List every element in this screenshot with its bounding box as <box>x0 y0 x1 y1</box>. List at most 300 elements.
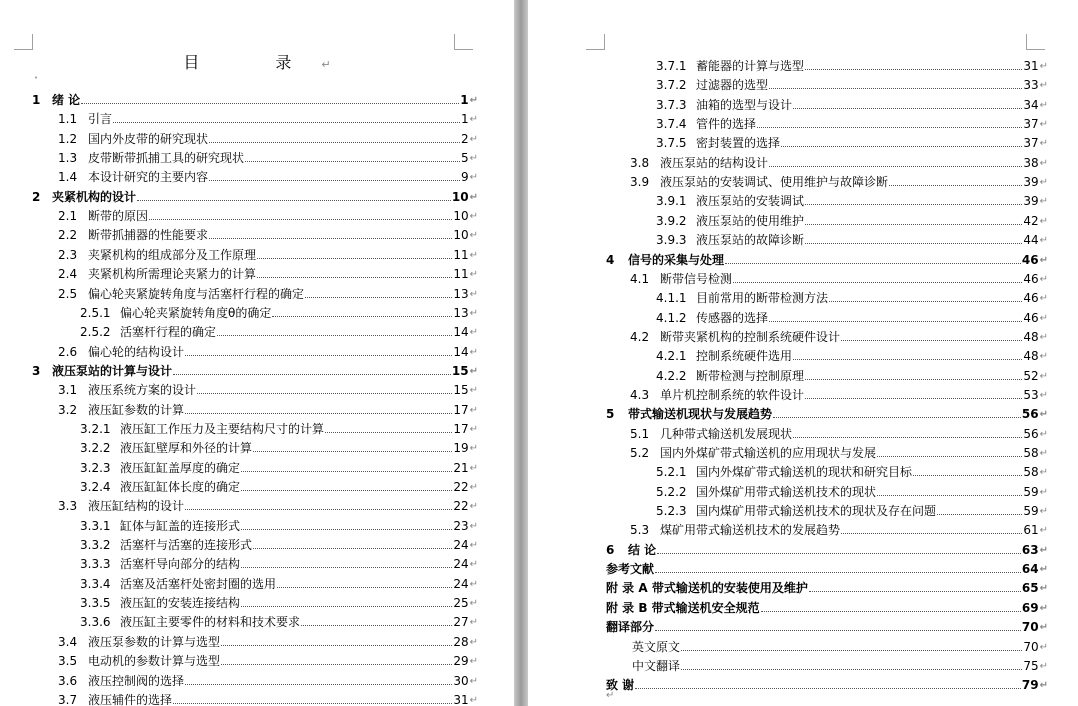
toc-entry-page: 79 <box>1021 678 1039 693</box>
paragraph-mark-icon: ↵ <box>1039 660 1048 672</box>
toc-entry-page: 59 <box>1023 504 1039 519</box>
toc-entry[interactable] <box>656 113 1048 132</box>
toc-entry-number: 2.1 <box>58 209 78 224</box>
paragraph-mark-icon: ↵ <box>1039 293 1048 305</box>
toc-entry[interactable] <box>656 287 1048 306</box>
toc-entry[interactable] <box>80 321 478 340</box>
toc-entry-page: 10 <box>453 228 469 243</box>
toc-entry[interactable] <box>606 674 1048 693</box>
paragraph-mark-icon: ↵ <box>469 598 478 610</box>
toc-entry-title: 液压泵站的故障诊断 <box>696 233 805 248</box>
toc-entry[interactable] <box>80 302 478 321</box>
toc-entry[interactable] <box>656 74 1048 93</box>
dot-leader <box>761 611 1021 612</box>
paragraph-mark-icon: ↵ <box>469 211 478 223</box>
toc-entry[interactable] <box>606 539 1048 558</box>
toc-entry[interactable] <box>656 229 1048 248</box>
toc-entry[interactable] <box>630 423 1048 442</box>
toc-entry-page: 38 <box>1023 155 1039 170</box>
dot-leader <box>221 645 452 646</box>
toc-entry-page: 22 <box>453 480 469 494</box>
toc-entry[interactable] <box>58 650 478 669</box>
paragraph-mark-icon: ↵ <box>321 58 331 71</box>
paragraph-mark-icon: ↵ <box>469 172 478 184</box>
toc-entry-title: 结 论 <box>628 542 657 557</box>
toc-entry[interactable] <box>656 307 1048 326</box>
paragraph-mark-icon: ↵ <box>469 540 478 552</box>
toc-entry[interactable] <box>58 128 478 147</box>
dot-leader <box>241 471 452 472</box>
paragraph-mark-icon: ↵ <box>469 423 478 435</box>
paragraph-mark-icon: ↵ <box>469 365 478 377</box>
toc-entry-title: 国内外皮带的研究现状 <box>88 131 209 146</box>
toc-entry-title: 蓄能器的计算与选型 <box>696 59 805 73</box>
toc-entry-number: 4.1 <box>630 271 650 286</box>
toc-entry-page: 65 <box>1021 581 1039 596</box>
toc-entry-number: 3.2.2 <box>80 441 111 456</box>
toc-entry[interactable] <box>656 345 1048 364</box>
end-paragraph-mark-icon: ↵ <box>606 690 615 701</box>
paragraph-mark-icon: ↵ <box>469 95 478 106</box>
toc-entry-number: 3.4 <box>58 634 78 649</box>
paragraph-mark-icon: ↵ <box>469 249 478 261</box>
toc-entry-title: 国内外煤矿带式输送机的现状和研究目标 <box>696 465 913 480</box>
paragraph-mark-icon: ↵ <box>1039 680 1048 692</box>
toc-entry-title: 缸体与缸盖的连接形式 <box>120 518 241 533</box>
toc-entry-page: 9 <box>460 170 469 185</box>
paragraph-mark-icon: ↵ <box>1039 486 1048 498</box>
toc-entry-number: 4 <box>606 252 615 267</box>
toc-entry-title: 液压缸结构的设计 <box>88 499 185 514</box>
paragraph-mark-icon: ↵ <box>1039 157 1048 169</box>
toc-title <box>0 50 514 73</box>
toc-entry-title: 引言 <box>88 112 113 127</box>
toc-entry-title: 本设计研究的主要内容 <box>88 170 209 185</box>
toc-entry[interactable] <box>656 365 1048 384</box>
toc-entry[interactable] <box>80 534 478 553</box>
toc-entry-number: 1.3 <box>58 151 78 166</box>
toc-entry-page: 11 <box>453 267 469 282</box>
toc-entry-title: 过滤器的选型 <box>696 78 769 93</box>
toc-entry-title: 液压缸壁厚和外径的计算 <box>120 441 253 456</box>
dot-leader <box>805 69 1022 70</box>
paragraph-mark-icon: ↵ <box>1039 331 1048 343</box>
toc-entry-page: 37 <box>1023 136 1039 151</box>
toc-entry[interactable] <box>606 616 1048 635</box>
toc-entry-page: 46 <box>1023 291 1039 306</box>
dot-leader <box>781 146 1022 147</box>
toc-entry-page: 28 <box>453 634 469 649</box>
dot-leader <box>805 379 1022 380</box>
toc-entry-number: 3.7.2 <box>656 78 687 93</box>
paragraph-mark-icon: ↵ <box>1039 196 1048 208</box>
toc-entry-title: 单片机控制系统的软件设计 <box>660 387 805 402</box>
toc-entry-page: 1 <box>460 93 469 107</box>
dot-leader <box>773 417 1021 418</box>
toc-entry-page: 11 <box>453 247 469 262</box>
dot-leader <box>829 301 1022 302</box>
paragraph-mark-icon: ↵ <box>469 346 478 358</box>
paragraph-mark-icon: ↵ <box>1039 80 1048 92</box>
paragraph-mark-icon: ↵ <box>1039 61 1048 72</box>
dot-leader <box>241 567 452 568</box>
toc-entry[interactable] <box>58 283 478 302</box>
toc-entry-title: 断带抓捕器的性能要求 <box>88 228 209 243</box>
toc-entry[interactable] <box>58 205 478 224</box>
toc-entry-title: 参考文献 <box>606 562 655 577</box>
toc-entry-title: 翻译部分 <box>606 620 655 635</box>
toc-entry-page: 13 <box>453 305 469 320</box>
toc-entry[interactable] <box>80 418 478 437</box>
toc-entry[interactable] <box>630 519 1048 538</box>
toc-entry-number: 3.3 <box>58 499 78 514</box>
toc-entry-number: 2 <box>32 189 41 204</box>
toc-entry-title: 附 录 A 带式输送机的安装使用及维护 <box>606 581 808 596</box>
toc-entry[interactable] <box>630 442 1048 461</box>
toc-entry-number: 3.3.3 <box>80 557 111 572</box>
crop-mark-top-right <box>1026 34 1045 50</box>
paragraph-mark-icon: ↵ <box>469 153 478 165</box>
dot-leader <box>805 243 1022 244</box>
toc-entry-number: 3.3.2 <box>80 538 111 553</box>
toc-entry[interactable] <box>58 224 478 243</box>
paragraph-mark-icon: ↵ <box>1039 583 1048 595</box>
toc-entry-title: 活塞及活塞杆处密封圈的选用 <box>120 576 277 591</box>
toc-entry-page: 58 <box>1023 465 1039 480</box>
paragraph-mark-icon: ↵ <box>1039 254 1048 266</box>
toc-entry-title: 夹紧机构的组成部分及工作原理 <box>88 247 257 262</box>
dot-leader <box>757 127 1022 128</box>
toc-entry-title: 皮带断带抓捕工具的研究现状 <box>88 151 245 166</box>
dot-leader <box>272 316 452 317</box>
dot-leader <box>113 122 460 123</box>
toc-entry-page: 14 <box>453 325 469 340</box>
paragraph-mark-icon: ↵ <box>469 307 478 319</box>
crop-mark-top-left <box>586 34 605 50</box>
toc-entry-number: 3.9.1 <box>656 194 687 209</box>
toc-entry[interactable] <box>80 476 478 495</box>
paragraph-mark-icon: ↵ <box>469 482 478 493</box>
toc-entry-page: 61 <box>1023 523 1039 538</box>
dot-leader <box>325 432 452 433</box>
toc-entry-number: 3.9 <box>630 175 650 190</box>
toc-entry-number: 1 <box>32 93 41 107</box>
dot-leader <box>241 606 452 607</box>
toc-entry-page: 2 <box>460 131 469 146</box>
toc-entry-title: 油箱的选型与设计 <box>696 97 793 112</box>
paragraph-mark-icon: ↵ <box>1039 119 1048 131</box>
dot-leader <box>769 166 1022 167</box>
toc-entry-title: 密封装置的选择 <box>696 136 781 151</box>
toc-entry-title: 传感器的选择 <box>696 310 769 325</box>
toc-entry-page: 24 <box>453 557 469 572</box>
toc-entry-number: 3.7.3 <box>656 97 687 112</box>
paragraph-mark-icon: ↵ <box>469 617 478 629</box>
paragraph-mark-icon: ↵ <box>1039 351 1048 363</box>
dot-leader <box>655 572 1021 573</box>
toc-entry[interactable] <box>58 147 478 166</box>
toc-entry-number: 5.3 <box>630 523 650 538</box>
toc-entry-number: 2.6 <box>58 344 78 359</box>
toc-entry-title: 目前常用的断带检测方法 <box>696 291 829 306</box>
toc-entry[interactable] <box>630 171 1048 190</box>
toc-entry[interactable] <box>80 611 478 630</box>
toc-entry[interactable] <box>58 399 478 418</box>
toc-entry-title: 电动机的参数计算与选型 <box>88 654 221 669</box>
toc-entry-title: 液压辅件的选择 <box>88 692 173 706</box>
toc-entry-title: 液压缸缸盖厚度的确定 <box>120 460 241 475</box>
toc-entry-page: 70 <box>1021 620 1039 635</box>
toc-entry-page: 63 <box>1021 542 1039 557</box>
toc-entry-title: 绪 论 <box>52 93 81 107</box>
toc-entry[interactable] <box>606 403 1048 422</box>
toc-entry[interactable] <box>58 108 478 127</box>
paragraph-mark-icon: ↵ <box>1039 641 1048 653</box>
toc-entry-page: 48 <box>1023 349 1039 364</box>
toc-entry-number: 3.8 <box>630 155 650 170</box>
toc-entry-page: 42 <box>1023 213 1039 228</box>
dot-leader <box>805 204 1022 205</box>
toc-entry-page: 64 <box>1021 562 1039 577</box>
dot-leader <box>209 180 460 181</box>
dot-leader <box>793 108 1022 109</box>
dot-leader <box>877 495 1022 496</box>
toc-entry-page: 30 <box>453 673 469 688</box>
toc-entry[interactable] <box>630 152 1048 171</box>
paragraph-mark-icon: ↵ <box>1039 564 1048 576</box>
toc-entry-page: 52 <box>1023 368 1039 383</box>
toc-entry-page: 29 <box>453 654 469 669</box>
toc-entry-number: 4.2 <box>630 329 650 344</box>
toc-entry-number: 4.1.1 <box>656 291 687 306</box>
toc-entry-page: 15 <box>451 363 469 378</box>
toc-entry-title: 断带夹紧机构的控制系统硬件设计 <box>660 329 841 344</box>
toc-entry-page: 53 <box>1023 387 1039 402</box>
toc-entry[interactable] <box>656 190 1048 209</box>
toc-entry-page: 1 <box>460 112 469 127</box>
toc-entry[interactable] <box>80 553 478 572</box>
toc-entry-number: 3.3.1 <box>80 518 111 533</box>
dot-leader <box>635 688 1021 689</box>
toc-entry[interactable] <box>58 244 478 263</box>
toc-entry[interactable] <box>58 689 478 706</box>
toc-entry-title: 信号的采集与处理 <box>628 252 725 267</box>
crop-mark-top-left <box>14 34 33 50</box>
dot-leader <box>725 263 1021 264</box>
toc-entry[interactable] <box>656 94 1048 113</box>
toc-entry-title: 几种带式输送机发展现状 <box>660 426 793 441</box>
toc-entry[interactable] <box>58 495 478 514</box>
toc-entry-number: 3.7.4 <box>656 117 687 132</box>
toc-entry-title: 国外煤矿用带式输送机技术的现状 <box>696 484 877 499</box>
paragraph-mark-icon: ↵ <box>469 288 478 300</box>
paragraph-mark-icon: ↵ <box>1039 428 1048 440</box>
toc-entry-title: 活塞杆与活塞的连接形式 <box>120 538 253 553</box>
toc-entry[interactable] <box>606 597 1048 616</box>
paragraph-mark-icon: ↵ <box>469 385 478 397</box>
dot-leader <box>185 355 452 356</box>
toc-entry-page: 37 <box>1023 117 1039 132</box>
dot-leader <box>137 200 451 201</box>
toc-entry-title: 断带检测与控制原理 <box>696 368 805 383</box>
toc-entry[interactable] <box>80 573 478 592</box>
toc-entry-page: 46 <box>1023 310 1039 325</box>
toc-entry[interactable] <box>58 670 478 689</box>
toc-entry-page: 23 <box>453 518 469 533</box>
dot-leader <box>769 88 1022 89</box>
dot-leader <box>197 393 452 394</box>
toc-entry-number: 3 <box>32 363 41 378</box>
toc-entry[interactable] <box>656 55 1048 74</box>
dot-leader <box>185 509 452 510</box>
toc-entry-number: 3.7 <box>58 692 78 706</box>
toc-entry-number: 5.2.1 <box>656 465 687 480</box>
paragraph-mark-icon: ↵ <box>469 578 478 590</box>
toc-entry[interactable] <box>656 210 1048 229</box>
toc-entry-title: 活塞杆导向部分的结构 <box>120 557 241 572</box>
toc-entry-page: 19 <box>453 441 469 456</box>
toc-entry-page: 70 <box>1023 639 1039 654</box>
toc-entry-page: 59 <box>1023 484 1039 499</box>
paragraph-mark-icon: ↵ <box>1039 448 1048 459</box>
toc-entry-number: 3.3.6 <box>80 615 111 630</box>
paragraph-mark-icon: ↵ <box>469 191 478 203</box>
toc-entry-number: 5.2.2 <box>656 484 687 499</box>
toc-entry[interactable] <box>656 500 1048 519</box>
toc-entry-title: 活塞杆行程的确定 <box>120 325 217 340</box>
paragraph-mark-icon: ↵ <box>469 230 478 242</box>
toc-entry-title: 国内煤矿用带式输送机技术的现状及存在问题 <box>696 504 937 519</box>
toc-entry-title: 偏心轮的结构设计 <box>88 344 185 359</box>
toc-entry[interactable] <box>656 461 1048 480</box>
dot-leader <box>681 669 1022 670</box>
toc-entry[interactable] <box>32 186 478 205</box>
toc-entry[interactable] <box>630 268 1048 287</box>
toc-entry[interactable] <box>80 592 478 611</box>
toc-entry-number: 5.2 <box>630 446 650 460</box>
paragraph-mark-icon: ↵ <box>1039 544 1048 556</box>
paragraph-mark-icon: ↵ <box>469 133 478 145</box>
toc-entry-number: 3.2.3 <box>80 460 111 475</box>
toc-entry[interactable] <box>630 384 1048 403</box>
toc-entry-number: 3.1 <box>58 383 78 398</box>
toc-entry[interactable] <box>80 515 478 534</box>
toc-entry-number: 3.5 <box>58 654 78 669</box>
paragraph-mark-icon: ↵ <box>469 269 478 281</box>
toc-entry[interactable] <box>58 631 478 650</box>
toc-entry-title: 控制系统硬件选用 <box>696 349 793 364</box>
toc-entry[interactable] <box>80 457 478 476</box>
toc-entry[interactable] <box>656 132 1048 151</box>
toc-entry[interactable] <box>58 263 478 282</box>
toc-entry[interactable] <box>606 249 1048 268</box>
paragraph-mark-icon: ↵ <box>469 501 478 513</box>
paragraph-mark-icon: ↵ <box>469 404 478 416</box>
dot-leader <box>257 258 452 259</box>
dot-leader <box>937 514 1022 515</box>
toc-entry-number: 5.2.3 <box>656 504 687 519</box>
paragraph-mark-icon: ↵ <box>1039 622 1048 634</box>
toc-entry-title: 夹紧机构所需理论夹紧力的计算 <box>88 267 257 282</box>
dot-leader <box>301 625 452 626</box>
paragraph-mark-icon: ↵ <box>469 559 478 571</box>
toc-entry[interactable] <box>58 166 478 185</box>
toc-entry[interactable] <box>632 636 1048 655</box>
toc-entry[interactable] <box>630 326 1048 345</box>
toc-entry-number: 4.3 <box>630 387 650 402</box>
toc-entry-title: 夹紧机构的设计 <box>52 189 137 204</box>
toc-entry-number: 3.9.2 <box>656 213 687 228</box>
paragraph-mark-icon: ↵ <box>1039 312 1048 324</box>
dot-leader <box>217 335 452 336</box>
toc-entry-number: 3.2.4 <box>80 480 111 494</box>
toc-entry-page: 10 <box>451 189 469 204</box>
dot-leader <box>681 650 1022 651</box>
page-gutter <box>514 0 528 706</box>
paragraph-mark-icon: ↵ <box>469 656 478 668</box>
toc-entry-title: 液压泵站的安装调试 <box>696 194 805 209</box>
toc-entry-number: 4.1.2 <box>656 310 687 325</box>
dot-leader <box>913 475 1022 476</box>
toc-entry-title: 液压泵站的使用维护 <box>696 213 805 228</box>
toc-entry-title: 致 谢 <box>606 678 635 693</box>
dot-leader <box>793 359 1022 360</box>
dot-leader <box>305 297 452 298</box>
paragraph-mark-icon: ↵ <box>469 327 478 339</box>
toc-entry-page: 13 <box>453 286 469 301</box>
toc-entry-number: 2.2 <box>58 228 78 243</box>
toc-entry[interactable] <box>606 558 1048 577</box>
toc-entry-page: 15 <box>453 383 469 398</box>
dot-leader <box>173 703 452 704</box>
toc-title-text: 目 录 <box>183 53 322 72</box>
toc-entry[interactable] <box>80 437 478 456</box>
toc-entry-number: 1.1 <box>58 112 78 127</box>
toc-entry-title: 液压缸主要零件的材料和技术要求 <box>120 615 301 630</box>
toc-entry-number: 3.7.5 <box>656 136 687 151</box>
toc-entry-number: 2.5.2 <box>80 325 111 340</box>
dot-leader <box>253 451 452 452</box>
right-document-page[interactable] <box>528 0 1078 706</box>
dot-leader <box>889 185 1022 186</box>
toc-entry-page: 56 <box>1023 426 1039 441</box>
toc-entry[interactable] <box>58 341 478 360</box>
toc-entry-page: 56 <box>1021 407 1039 422</box>
toc-entry-number: 1.4 <box>58 170 78 185</box>
paragraph-mark-icon: ↵ <box>469 114 478 126</box>
toc-entry[interactable] <box>632 655 1048 674</box>
toc-entry-page: 44 <box>1023 233 1039 248</box>
toc-entry-title: 中文翻译 <box>632 658 681 673</box>
toc-entry-title: 煤矿用带式输送机技术的发展趋势 <box>660 523 841 538</box>
toc-entry-number: 3.2.1 <box>80 421 111 436</box>
toc-entry-number: 6 <box>606 542 615 557</box>
left-document-page[interactable] <box>0 0 514 706</box>
toc-entry-number: 2.4 <box>58 267 78 282</box>
toc-entry-page: 39 <box>1023 175 1039 190</box>
toc-entry[interactable] <box>32 89 478 108</box>
toc-entry-title: 英文原文 <box>632 639 681 654</box>
toc-entry-page: 24 <box>453 538 469 553</box>
toc-entry[interactable] <box>58 379 478 398</box>
toc-entry[interactable] <box>32 360 478 379</box>
toc-entry[interactable] <box>656 481 1048 500</box>
toc-entry-page: 17 <box>453 421 469 436</box>
toc-entry-page: 5 <box>460 151 469 166</box>
paragraph-mark-icon: ↵ <box>1039 138 1048 150</box>
toc-entry[interactable] <box>606 577 1048 596</box>
dot-leader <box>277 587 452 588</box>
